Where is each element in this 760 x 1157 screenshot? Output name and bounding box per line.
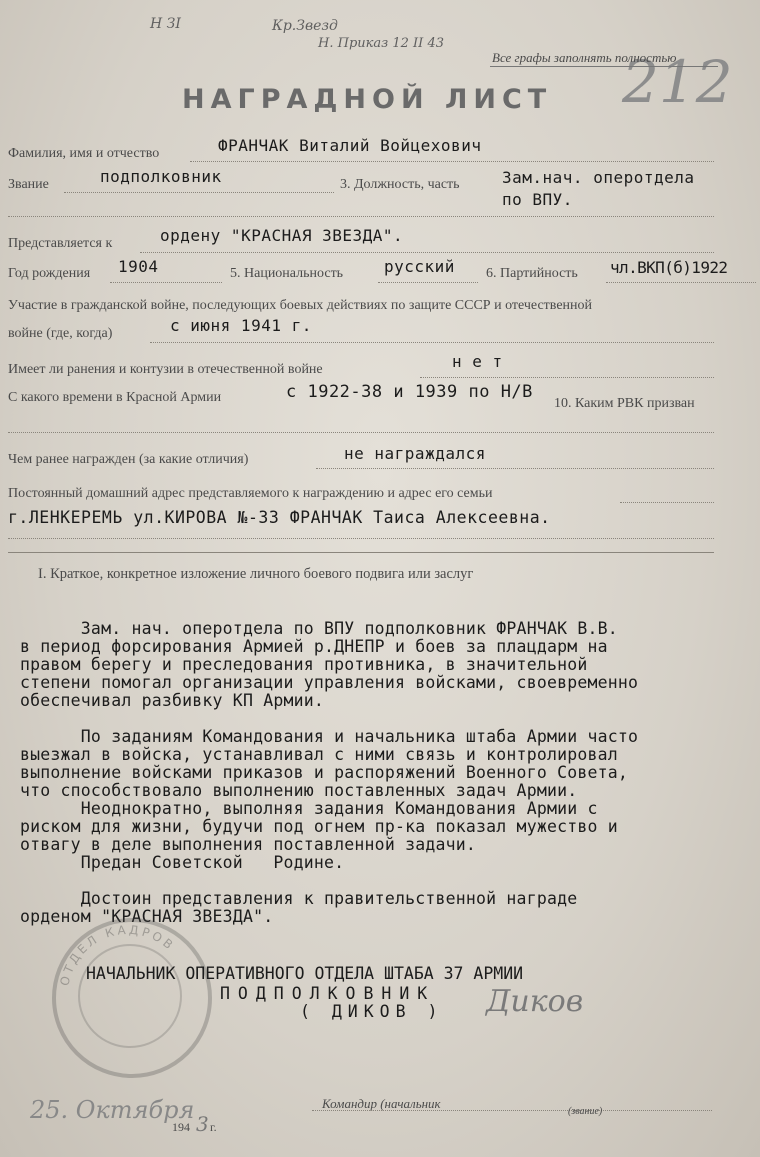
signature-line-1: НАЧАЛЬНИК ОПЕРАТИВНОГО ОТДЕЛА ШТАБА 37 АРМИИ <box>86 964 524 983</box>
year-digit: 3 <box>196 1112 209 1136</box>
narrative-line: риском для жизни, будучи под огнем пр-ка показал мужество и <box>20 817 618 836</box>
commander-line <box>312 1110 712 1111</box>
party-value: чл.ВКП(б)1922 <box>610 258 728 277</box>
birth-line <box>110 282 222 283</box>
army-line <box>8 432 714 433</box>
narrative-line: Предан Советской Родине. <box>20 853 345 872</box>
name-label: Фамилия, имя и отчество <box>8 146 160 161</box>
position-label: 3. Должность, часть <box>340 177 460 192</box>
narrative-line: По заданиям Командования и начальника штаба Армии часто <box>20 727 639 746</box>
wounds-value: н е т <box>452 352 503 371</box>
narrative-line: выезжал в войска, устанавливал с ними связь и контролировал <box>20 745 618 764</box>
position-value-2: по ВПУ. <box>502 190 573 209</box>
header-note-underline <box>490 66 718 67</box>
signature-line-2: ПОДПОЛКОВНИК <box>220 984 436 1003</box>
narrative-line: степени помогал организации управления войсками, своевременно <box>20 673 639 692</box>
official-stamp <box>52 918 212 1078</box>
section-rule <box>8 552 714 553</box>
annotation-top-3: Н. Приказ 12 II 43 <box>318 36 444 51</box>
address-line-1 <box>620 502 714 503</box>
margin-number: 212 <box>622 48 733 116</box>
birth-label: Год рождения <box>8 266 91 281</box>
awards-label: Чем ранее награжден (за какие отличия) <box>8 452 249 467</box>
nationality-label: 5. Национальность <box>230 266 344 281</box>
wounds-label: Имеет ли ранения и контузии в отечественной войне <box>8 362 323 377</box>
rank-caption: (звание) <box>568 1106 603 1117</box>
commander-label: Командир (начальник <box>322 1096 441 1111</box>
date-handwritten: 25. Октября <box>30 1096 195 1124</box>
narrative-line: правом берегу и преследования противника, в значительной <box>20 655 588 674</box>
narrative-line: что способствовало выполнению поставленных задач Армии. <box>20 781 578 800</box>
awards-value: не награждался <box>344 444 486 463</box>
stamp-ring-text <box>52 918 204 1070</box>
nominated-line <box>140 252 714 253</box>
wounds-line <box>420 377 714 378</box>
narrative-line: в период форсирования Армией р.ДНЕПР и боев за плацдарм на <box>20 637 608 656</box>
position-line <box>8 216 714 217</box>
war-label-1: Участие в гражданской войне, последующих боевых действиях по защите СССР и отечественной <box>8 298 593 313</box>
narrative-line: орденом "КРАСНАЯ ЗВЕЗДА". <box>20 907 274 926</box>
awards-line <box>316 468 714 469</box>
narrative-line: Неоднократно, выполняя задания Командования Армии с <box>20 799 598 818</box>
narrative-line: отвагу в деле выполнения поставленной задачи. <box>20 835 477 854</box>
header-note: Все графы заполнять полностью <box>492 50 677 65</box>
army-value: с 1922-38 и 1939 по Н/В <box>286 382 533 402</box>
page-title: НАГРАДНОЙ ЛИСТ <box>182 84 553 115</box>
nationality-value: русский <box>384 257 455 276</box>
name-value: ФРАНЧАК Виталий Войцехович <box>218 136 482 155</box>
year-prefix: 194 <box>172 1120 190 1134</box>
party-label: 6. Партийность <box>486 266 578 281</box>
rank-label: Звание <box>8 177 49 192</box>
annotation-top-2: Кр.Звезд <box>272 18 338 34</box>
war-value: с июня 1941 г. <box>170 316 312 335</box>
rank-value: подполковник <box>100 167 222 186</box>
year-suffix: г. <box>210 1120 217 1134</box>
narrative <box>20 620 638 926</box>
position-value-1: Зам.нач. оперотдела <box>502 168 695 187</box>
signature-line-3: ( ДИКОВ ) <box>300 1002 444 1021</box>
name-line <box>190 161 714 162</box>
birth-value: 1904 <box>118 257 159 276</box>
nationality-line <box>378 282 478 283</box>
army-label: С какого времени в Красной Армии <box>8 390 222 405</box>
rank-line <box>64 192 334 193</box>
narrative-line: Достоин представления к правительственной награде <box>20 889 578 908</box>
nominated-value: ордену "КРАСНАЯ ЗВЕЗДА". <box>160 226 404 245</box>
address-value: г.ЛЕНКЕРЕМЬ ул.КИРОВА №-33 ФРАНЧАК Таиса Алексеевна. <box>8 508 551 527</box>
war-line <box>150 342 714 343</box>
narrative-line: обеспечивал разбивку КП Армии. <box>20 691 325 710</box>
narrative-line: Зам. нач. оперотдела по ВПУ подполковник ФРАНЧАК В.В. <box>20 619 618 638</box>
narrative-line <box>20 710 638 728</box>
section-heading: I. Краткое, конкретное изложение личного боевого подвига или заслуг <box>38 566 474 582</box>
address-label: Постоянный домашний адрес представляемого к награждению и адрес его семьи <box>8 486 493 501</box>
address-line-2 <box>8 538 714 539</box>
narrative-line: выполнение войсками приказов и распоряжений Военного Совета, <box>20 763 629 782</box>
svg-text:ОТДЕЛ КАДРОВ: ОТДЕЛ КАДРОВ <box>57 922 178 988</box>
war-label-2: войне (где, когда) <box>8 326 113 341</box>
rvk-label: 10. Каким РВК призван <box>554 396 695 411</box>
handwritten-signature: Диков <box>486 984 584 1019</box>
annotation-top-1: Н ЗI <box>150 16 181 32</box>
party-line <box>606 282 756 283</box>
narrative-line <box>20 872 638 890</box>
nominated-label: Представляется к <box>8 236 113 251</box>
